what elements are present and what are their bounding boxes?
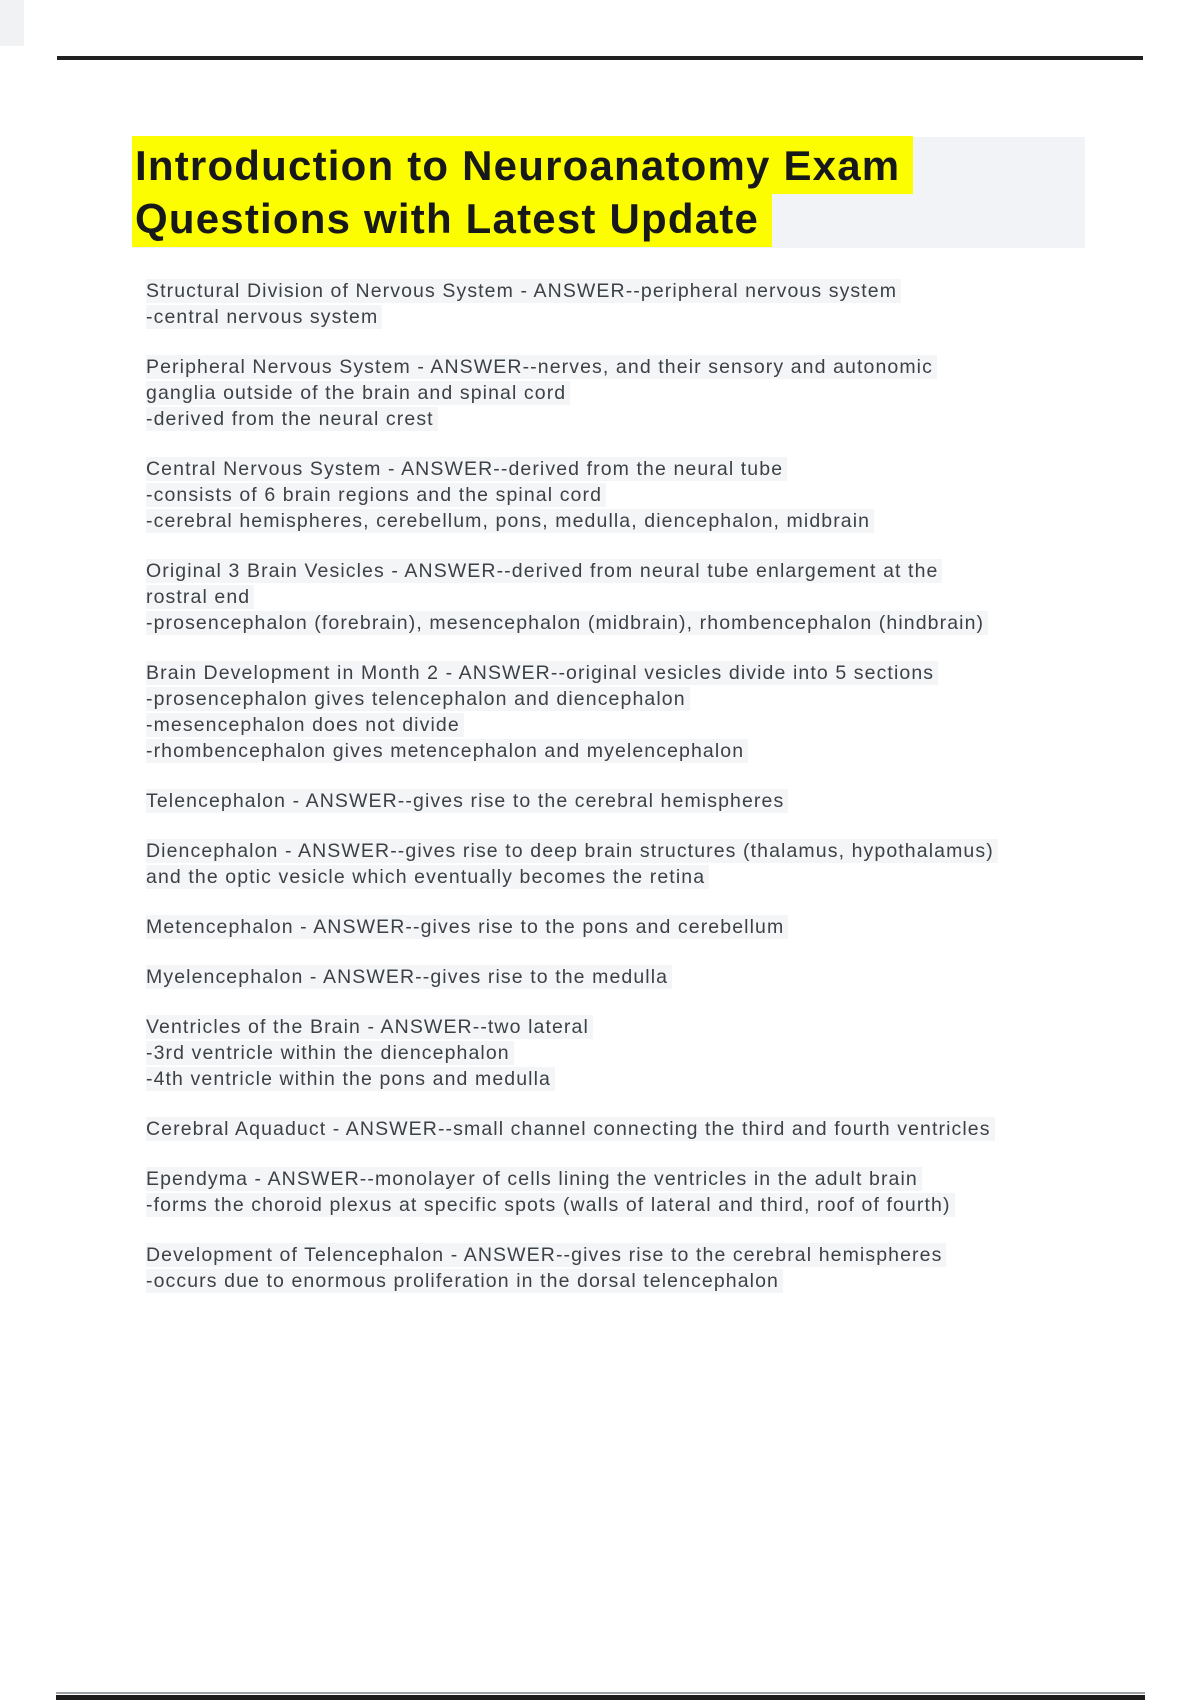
qa-line: -mesencephalon does not divide — [146, 713, 464, 737]
qa-line: Telencephalon - ANSWER--gives rise to the cerebral hemispheres — [146, 789, 788, 813]
qa-line: -cerebral hemispheres, cerebellum, pons, medulla, diencephalon, midbrain — [146, 509, 874, 533]
qa-item — [146, 788, 1156, 814]
qa-line: Myelencephalon - ANSWER--gives rise to the medulla — [146, 965, 672, 989]
qa-item — [146, 914, 1156, 940]
qa-line: Metencephalon - ANSWER--gives rise to the pons and cerebellum — [146, 915, 788, 939]
qa-item — [146, 1242, 1156, 1294]
qa-line: Central Nervous System - ANSWER--derived from the neural tube — [146, 457, 787, 481]
qa-line: Ependyma - ANSWER--monolayer of cells lining the ventricles in the adult brain — [146, 1167, 922, 1191]
qa-item — [146, 1116, 1156, 1142]
qa-line: -prosencephalon (forebrain), mesencephalon (midbrain), rhombencephalon (hindbrain) — [146, 611, 988, 635]
page-title-line-1: Introduction to Neuroanatomy Exam — [132, 136, 913, 194]
qa-item — [146, 558, 1156, 636]
qa-line: Original 3 Brain Vesicles - ANSWER--derived from neural tube enlargement at the — [146, 559, 942, 583]
qa-line: -occurs due to enormous proliferation in the dorsal telencephalon — [146, 1269, 783, 1293]
qa-line: Peripheral Nervous System - ANSWER--nerves, and their sensory and autonomic — [146, 355, 937, 379]
qa-line: Structural Division of Nervous System - ANSWER--peripheral nervous system — [146, 279, 901, 303]
bottom-horizontal-rule-thin — [56, 1692, 1145, 1694]
qa-line: Brain Development in Month 2 - ANSWER--original vesicles divide into 5 sections — [146, 661, 938, 685]
qa-list — [146, 278, 1156, 1318]
qa-line: -4th ventricle within the pons and medulla — [146, 1067, 555, 1091]
page-title-line-2: Questions with Latest Update — [132, 189, 772, 247]
qa-line: -central nervous system — [146, 305, 382, 329]
qa-line: rostral end — [146, 585, 254, 609]
qa-line: -consists of 6 brain regions and the spinal cord — [146, 483, 606, 507]
qa-line: -rhombencephalon gives metencephalon and myelencephalon — [146, 739, 748, 763]
qa-item — [146, 1166, 1156, 1218]
qa-line: and the optic vesicle which eventually becomes the retina — [146, 865, 709, 889]
qa-item — [146, 354, 1156, 432]
bottom-horizontal-rule-thick — [56, 1695, 1145, 1700]
qa-item — [146, 660, 1156, 764]
qa-line: Cerebral Aquaduct - ANSWER--small channel connecting the third and fourth ventricles — [146, 1117, 995, 1141]
qa-item — [146, 1014, 1156, 1092]
qa-item — [146, 456, 1156, 534]
qa-line: ganglia outside of the brain and spinal cord — [146, 381, 570, 405]
qa-line: -prosencephalon gives telencephalon and diencephalon — [146, 687, 690, 711]
qa-item — [146, 838, 1156, 890]
qa-item — [146, 278, 1156, 330]
qa-line: Ventricles of the Brain - ANSWER--two lateral — [146, 1015, 593, 1039]
top-horizontal-rule — [57, 56, 1143, 60]
title-block — [132, 137, 1085, 248]
qa-line: Diencephalon - ANSWER--gives rise to deep brain structures (thalamus, hypothalamus) — [146, 839, 998, 863]
qa-line: -forms the choroid plexus at specific spots (walls of lateral and third, roof of fourth) — [146, 1193, 955, 1217]
qa-line: -derived from the neural crest — [146, 407, 438, 431]
qa-line: -3rd ventricle within the diencephalon — [146, 1041, 514, 1065]
page-title — [132, 139, 1085, 245]
qa-item — [146, 964, 1156, 990]
scan-corner-artifact — [0, 0, 24, 46]
qa-line: Development of Telencephalon - ANSWER--gives rise to the cerebral hemispheres — [146, 1243, 946, 1267]
